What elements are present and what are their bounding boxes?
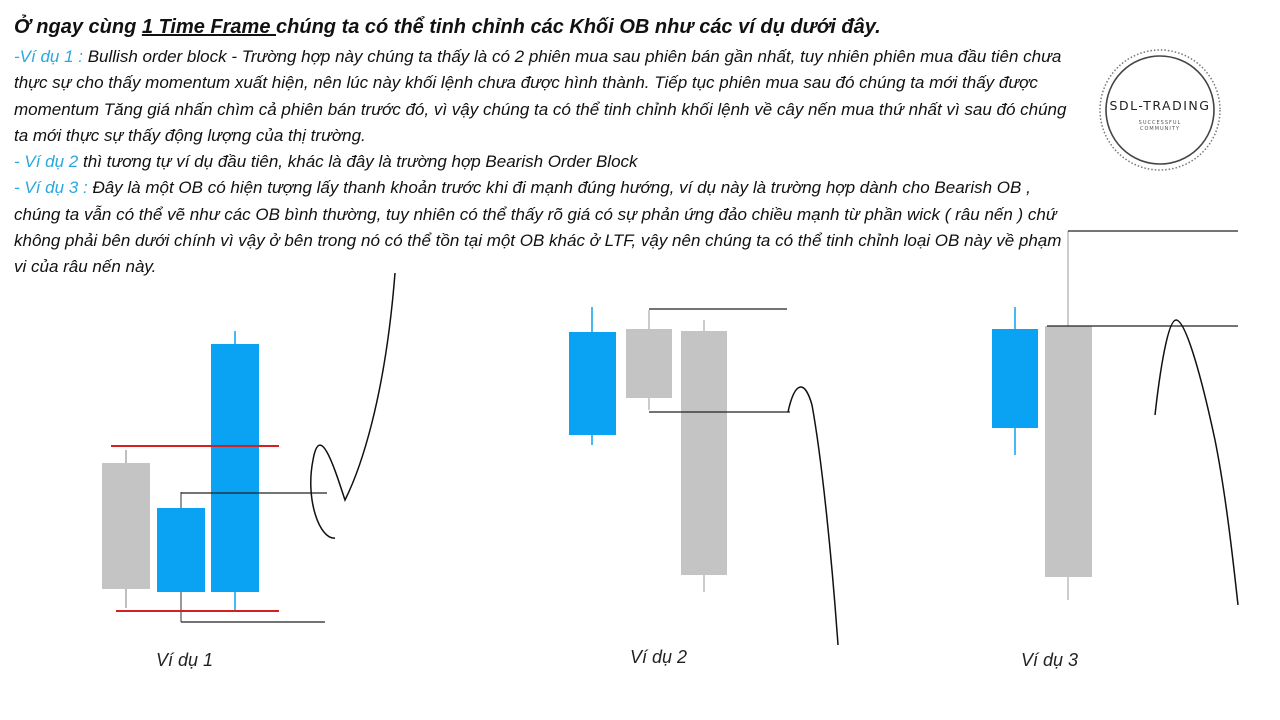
title-emphasis: 1 Time Frame (141, 16, 277, 38)
example-2-label: - Ví dụ 2 (14, 152, 83, 172)
ex2-second-bearish-candle (681, 331, 727, 575)
example-1-diagram (102, 273, 395, 622)
ex2-price-path (788, 387, 838, 645)
example-2-text: thì tương tự ví dụ đầu tiên, khác là đây là trường hợp Bearish Order Block (82, 152, 638, 172)
caption-example-3: Ví dụ 3 (1021, 650, 1079, 670)
example-1-text: Bullish order block - Trường hợp này chúng ta thấy là có 2 phiên mua sau phiên bán gần nhất, tuy nhiên phiên mua đầu tiên chưa thực sự cho thấy momentum xuất hiện, nên lúc này khối lệnh chưa được hình thành. Tiếp tục phiên mua sau đó chúng ta mới thấy được momentum Tăng giá nhấn chìm cả phiên bán trước đó, vì vậy chúng ta có thể tinh chỉnh khối lệnh về cây nến mua thứ nhất vì sau đó chúng ta mới thực sự thấy động lượng của thị trường. (14, 47, 1067, 145)
logo-name: SDL-TRADING (1109, 98, 1211, 113)
caption-example-2: Ví dụ 2 (630, 647, 688, 667)
ex1-second-bullish-candle (211, 344, 259, 592)
logo-tagline-1: SUCCESSFUL (1138, 120, 1182, 126)
ex1-first-bullish-candle (157, 508, 205, 592)
caption-example-1: Ví dụ 1 (156, 650, 214, 670)
ex2-bullish-candle (569, 332, 616, 435)
title-suffix: chúng ta có thể tinh chỉnh các Khối OB như các ví dụ dưới đây. (276, 16, 881, 38)
logo-tagline-2: COMMUNITY (1139, 126, 1181, 132)
ex3-price-path (1155, 320, 1238, 605)
example-1-label: -Ví dụ 1 : (14, 47, 88, 66)
example-2-diagram (569, 307, 838, 645)
ex3-bearish-candle (1045, 326, 1092, 577)
example-3-text: Đây là một OB có hiện tượng lấy thanh khoản trước khi đi mạnh đúng hướng, ví dụ này là trường hợp dành cho Bearish OB , chúng ta vẫn có thể vẽ như các OB bình thường, tuy nhiên có thể thấy rõ giá có sự phản ứng đảo chiều mạnh từ phần wick ( râu nến ) chứ không phải bên dưới chính vì vậy ở bên trong nó có thể tồn tại một OB khác ở LTF, vậy nên chúng ta có thể tinh chỉnh loại OB này về phạm vi của râu nến này. (14, 178, 1062, 277)
ex3-bullish-candle (992, 329, 1038, 428)
ex1-price-path (311, 273, 395, 538)
ex1-bearish-candle (102, 463, 150, 589)
example-3-label: - Ví dụ 3 : (14, 178, 93, 198)
example-3-diagram (992, 231, 1238, 605)
title-prefix: Ở ngay cùng (14, 16, 142, 38)
ex2-first-bearish-candle (626, 329, 672, 398)
